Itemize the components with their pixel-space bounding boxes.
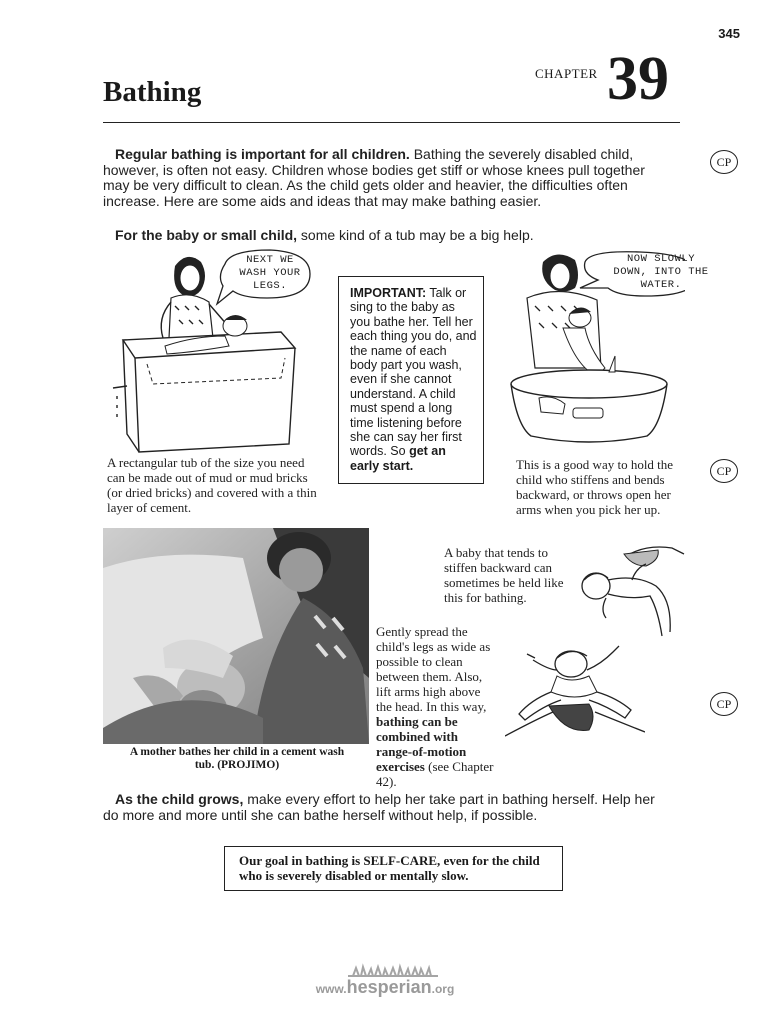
footer-prefix: www. xyxy=(315,982,347,996)
important-label: IMPORTANT: xyxy=(350,286,427,300)
chapter-label: CHAPTER xyxy=(535,66,598,81)
baby-section-text: some kind of a tub may be a big help. xyxy=(297,227,534,243)
footer-name: hesperian xyxy=(346,977,432,997)
important-text: Talk or sing to the baby as you bathe her. Tell her each thing you do, and the name of each body part you wash, even if she cannot understand. A child must spend a long time listening before she can say her first words. So xyxy=(350,286,477,459)
grows-paragraph xyxy=(103,792,658,823)
grows-bold: As the child grows, xyxy=(115,791,244,807)
hesperian-url[interactable] xyxy=(300,977,470,998)
spread-legs-illustration xyxy=(505,640,645,750)
cp-margin-mark: CP xyxy=(710,692,738,716)
title-divider xyxy=(103,122,680,123)
baby-section-bold: For the baby or small child, xyxy=(115,227,298,243)
intro-bold: Regular bathing is important for all children. xyxy=(115,146,410,162)
footer-suffix: .org xyxy=(431,982,455,996)
chapter-number: 39 xyxy=(607,45,669,113)
intro-text: Bathing the severely disabled child, however, is often not easy. Children whose bodies get stiff or whose knees pull together may be very difficult to clean. As the child gets older and heavier, the difficulties often increase. Here are some aids and ideas that may make bathing easier. xyxy=(103,146,645,209)
bathing-photo xyxy=(103,528,369,744)
page-number: 345 xyxy=(718,26,740,41)
page-title: Bathing xyxy=(103,76,202,108)
spread-caption-bold: bathing can be combined with range-of-motion exercises xyxy=(376,714,467,774)
tub-caption: A rectangular tub of the size you need can be made out of mud or mud bricks (or dried bricks) and covered with a thin layer of cement. xyxy=(107,455,317,515)
cp-margin-mark: CP xyxy=(710,150,738,174)
photo-caption: A mother bathes her child in a cement wash tub. (PROJIMO) xyxy=(129,746,345,771)
grows-text: make every effort to help her take part in bathing herself. Help her do more and more until she can bathe herself without help, if possible. xyxy=(103,791,655,823)
spread-legs-caption xyxy=(376,624,496,789)
held-baby-illustration xyxy=(576,540,688,640)
cp-margin-mark: CP xyxy=(710,459,738,483)
intro-paragraph xyxy=(103,147,658,209)
spread-caption-end: (see Chapter 42). xyxy=(376,759,494,789)
speech-bubble-left: NEXT WE WASH YOUR LEGS. xyxy=(239,254,301,292)
spread-caption-start: Gently spread the child's legs as wide as possible to clean between them. Also, lift arms high above the head. In this way, xyxy=(376,624,491,714)
important-tail: get an early start. xyxy=(350,444,446,473)
baby-section-lead xyxy=(103,228,603,244)
goal-box: Our goal in bathing is SELF-CARE, even for the child who is severely disabled or mentally slow. xyxy=(224,846,563,891)
stiff-baby-caption: A baby that tends to stiffen backward can sometimes be held like this for bathing. xyxy=(444,545,564,605)
important-box xyxy=(338,276,484,484)
speech-bubble-right: NOW SLOWLY DOWN, INTO THE WATER. xyxy=(613,253,709,291)
hold-caption: This is a good way to hold the child who stiffens and bends backward, or throws open her arms when you pick her up. xyxy=(516,457,674,517)
